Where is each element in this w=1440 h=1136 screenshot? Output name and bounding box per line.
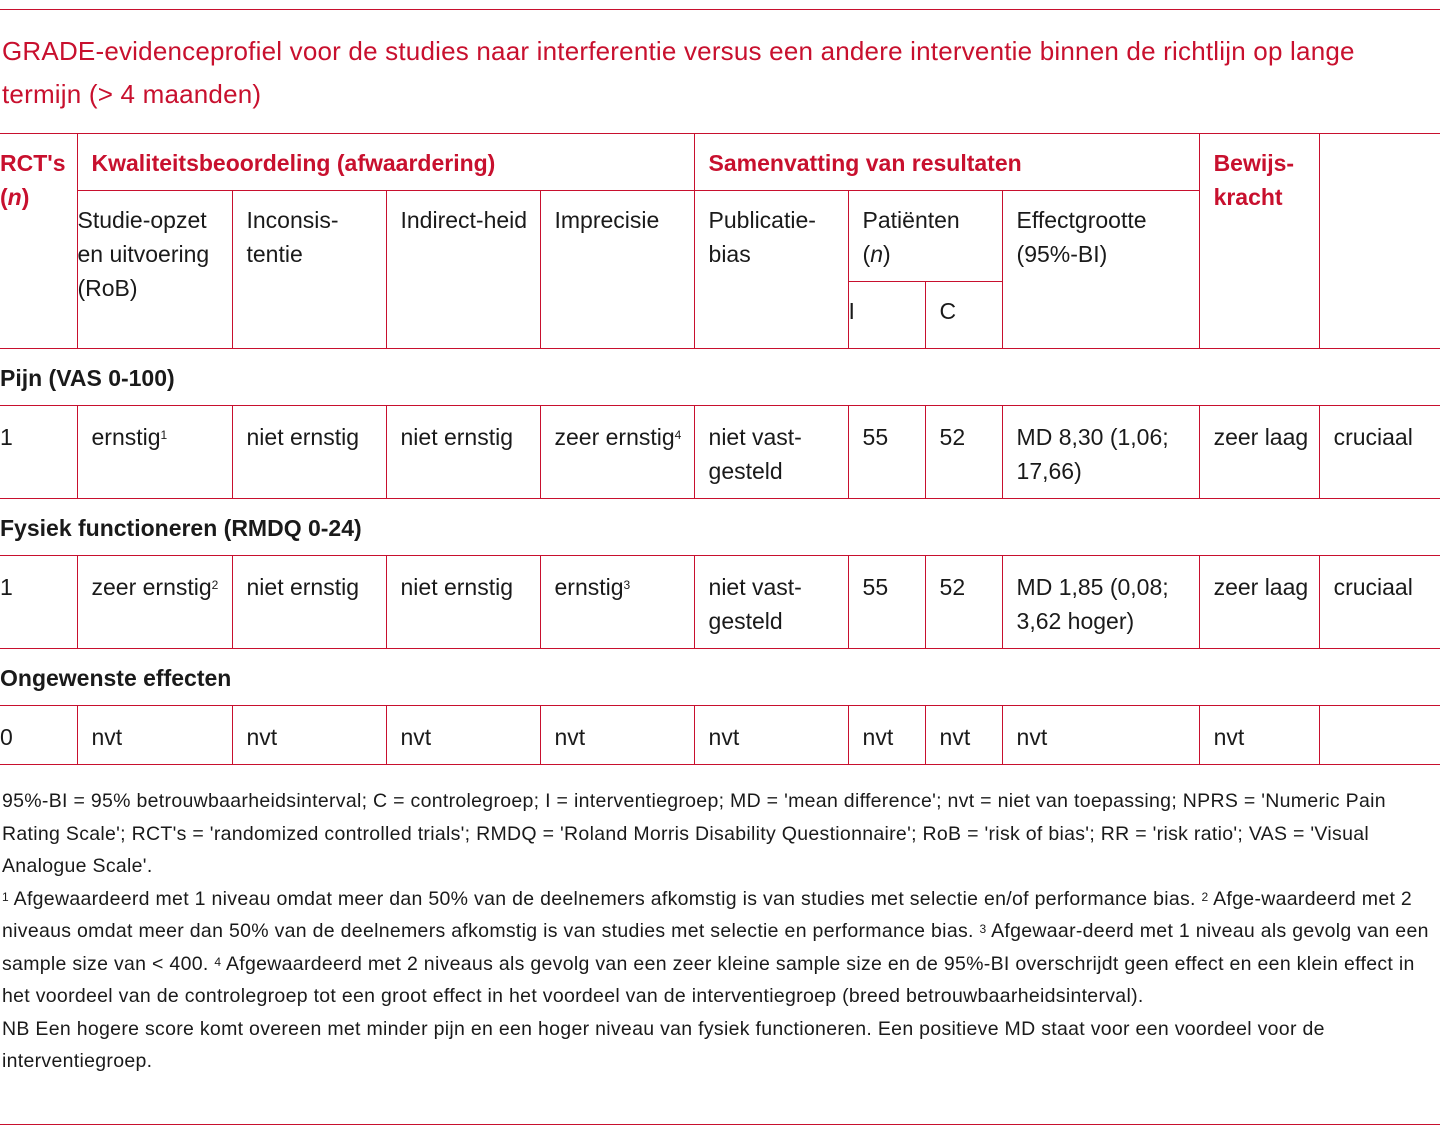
header-inconsistency: Inconsis-tentie: [232, 191, 386, 349]
cell-inconsistency: niet ernstig: [232, 556, 386, 649]
footnote-mark: 2: [211, 578, 219, 592]
header-c: C: [925, 282, 1002, 349]
cell-effect: MD 1,85 (0,08; 3,62 hoger): [1002, 556, 1199, 649]
cell-imprecision: [540, 556, 694, 649]
cell-c: nvt: [925, 706, 1002, 765]
cell-imprecision: nvt: [540, 706, 694, 765]
cell-i: 55: [848, 556, 925, 649]
header-patients-n: n: [870, 241, 883, 267]
footnote-1: Afgewaardeerd met 1 niveau omdat meer dan 50% van de deelnemers afkomstig is van studies met selectie en/of performance bias.: [13, 887, 1196, 910]
section-row: [0, 349, 1440, 406]
cell-inconsistency: niet ernstig: [232, 406, 386, 499]
header-i: I: [848, 282, 925, 349]
cell-evidence: zeer laag: [1199, 406, 1319, 499]
footnote-2-mark: 2: [1201, 889, 1209, 904]
header-evidence-line1: Bewijs-: [1213, 150, 1295, 176]
footnote-1-mark: 1: [2, 889, 9, 904]
cell-publication-bias: niet vast-gesteld: [694, 406, 848, 499]
abbreviations-note: 95%-BI = 95% betrouwbaarheidsinterval; C = controlegroep; I = interventiegroep; MD = 'mean difference'; nvt = niet van toepassing; NPRS = 'Numeric Pain Rating Scale'; RCT's = 'randomized controlled trials'; RMDQ = 'Roland Morris Disability Questionnaire'; RoB = 'risk of bias'; RR = 'risk ratio'; VAS = 'Visual Analogue Scale'.: [2, 790, 1386, 877]
footnote-mark: 3: [623, 578, 631, 592]
cell-publication-bias: niet vast-gesteld: [694, 556, 848, 649]
header-rcts-n: n: [7, 184, 22, 210]
footnote-3: Afgewaar-deerd met 1 niveau als gevolg van een sample size van < 400.: [2, 920, 1429, 975]
cell-rcts: 1: [0, 556, 77, 649]
cell-importance: [1319, 706, 1440, 765]
header-importance: [1319, 134, 1440, 349]
footnote-4-mark: 4: [214, 954, 222, 969]
table-title: GRADE-evidenceprofiel voor de studies naar interferentie versus een andere interventie binnen de richtlijn op lange termijn (> 4 maanden): [2, 36, 1355, 109]
cell-importance: cruciaal: [1319, 556, 1440, 649]
footnote-4: Afgewaardeerd met 2 niveaus als gevolg van een zeer kleine sample size en de 95%-BI overschrijdt geen effect en een klein effect in het voordeel van de controlegroep tot een groot effect in het voordeel van de interventiegroep (breed betrouwbaarheidsinterval).: [2, 952, 1415, 1007]
header-publication-bias: Publicatie-bias: [694, 191, 848, 349]
header-patients-label: Patiënten: [862, 207, 960, 233]
cell-publication-bias: nvt: [694, 706, 848, 765]
cell-evidence: nvt: [1199, 706, 1319, 765]
header-imprecision: Imprecisie: [540, 191, 694, 349]
section-heading-function: Fysiek functioneren (RMDQ 0-24): [0, 499, 1440, 556]
header-rcts-label: RCT's: [0, 150, 66, 176]
cell-indirectness: niet ernstig: [386, 556, 540, 649]
cell-rob: [77, 556, 232, 649]
footnote-3-mark: 3: [979, 922, 987, 936]
section-heading-pain: Pijn (VAS 0-100): [0, 349, 1440, 406]
cell-rob-text: ernstig: [91, 424, 161, 450]
grade-evidence-table: [0, 133, 1440, 765]
cell-importance: cruciaal: [1319, 406, 1440, 499]
cell-i: nvt: [848, 706, 925, 765]
cell-imprecision-text: ernstig: [554, 574, 624, 600]
cell-indirectness: niet ernstig: [386, 406, 540, 499]
header-evidence-line2: kracht: [1213, 184, 1283, 210]
section-row: [0, 499, 1440, 556]
cell-imprecision: [540, 406, 694, 499]
header-summary-group: Samenvatting van resultaten: [694, 134, 1199, 191]
header-effect: Effectgrootte (95%-BI): [1002, 191, 1199, 349]
cell-imprecision-text: zeer ernstig: [554, 424, 675, 450]
header-row-groups: [0, 134, 1440, 191]
footnotes-paragraph: [2, 883, 1432, 1013]
header-rcts: RCT's (n): [0, 134, 77, 349]
top-rule: [0, 9, 1440, 10]
cell-rob-text: zeer ernstig: [91, 574, 212, 600]
cell-evidence: zeer laag: [1199, 556, 1319, 649]
nb-label: NB: [2, 1017, 30, 1040]
section-heading-adverse: Ongewenste effecten: [0, 649, 1440, 706]
section-row: [0, 649, 1440, 706]
cell-rob: [77, 406, 232, 499]
table-footnotes: [2, 785, 1432, 1078]
cell-rcts: 1: [0, 406, 77, 499]
table-row: [0, 556, 1440, 649]
cell-c: 52: [925, 556, 1002, 649]
table-row: [0, 706, 1440, 765]
bottom-rule: [0, 1124, 1440, 1125]
cell-i: 55: [848, 406, 925, 499]
cell-indirectness: nvt: [386, 706, 540, 765]
header-evidence: [1199, 134, 1319, 349]
cell-c: 52: [925, 406, 1002, 499]
nb-text: Een hogere score komt overeen met minder pijn en een hoger niveau van fysiek functioneren. Een positieve MD staat voor een voordeel voor de interventiegroep.: [2, 1017, 1325, 1072]
header-study-design: Studie-opzet en uitvoering (RoB): [77, 191, 232, 349]
nb-note: [2, 1013, 1432, 1078]
header-indirectness: Indirect-heid: [386, 191, 540, 349]
footnote-mark: 4: [674, 428, 682, 442]
header-quality-group: Kwaliteitsbeoordeling (afwaardering): [77, 134, 694, 191]
cell-effect: MD 8,30 (1,06; 17,66): [1002, 406, 1199, 499]
header-patients: Patiënten (n): [848, 191, 1002, 282]
cell-effect: nvt: [1002, 706, 1199, 765]
footnote-2: Afge-waardeerd met 2 niveaus omdat meer dan 50% van de deelnemers afkomstig is van studies met selectie en performance bias.: [2, 887, 1413, 942]
cell-rob: nvt: [77, 706, 232, 765]
cell-inconsistency: nvt: [232, 706, 386, 765]
table-row: [0, 406, 1440, 499]
cell-rcts: 0: [0, 706, 77, 765]
footnote-mark: 1: [160, 428, 168, 442]
